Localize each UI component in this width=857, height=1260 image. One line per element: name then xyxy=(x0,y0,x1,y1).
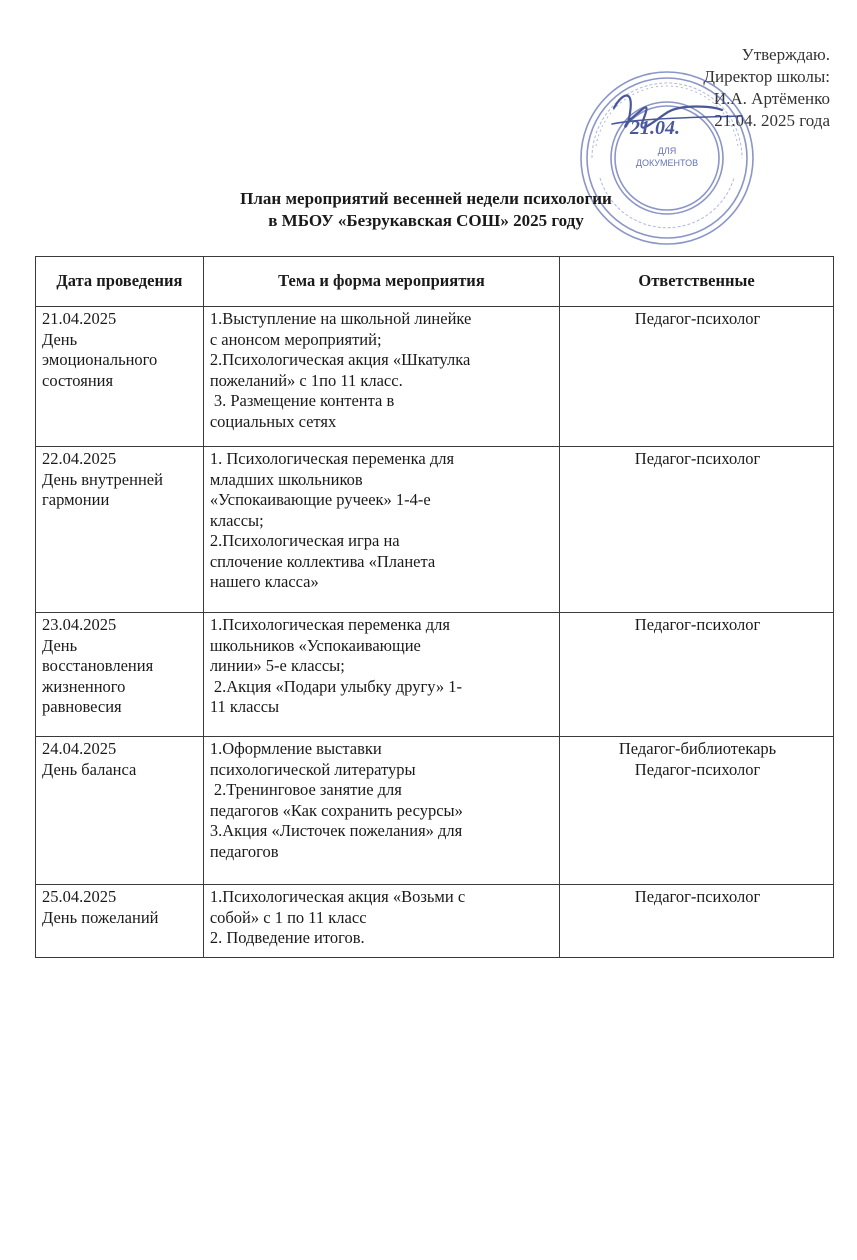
topic-line: 2. Подведение итогов. xyxy=(209,928,365,947)
table-row xyxy=(36,613,834,737)
header-date: Дата проведения xyxy=(36,257,204,307)
date-cell xyxy=(36,613,204,737)
responsible-person: Педагог-психолог xyxy=(634,615,761,634)
topic-line: 1.Оформление выставки xyxy=(209,739,382,758)
day-name-line: равновесия xyxy=(42,697,122,716)
table-row xyxy=(36,447,834,613)
topic-cell xyxy=(203,885,559,958)
topic-line: 2.Тренинговое занятие для xyxy=(213,780,402,799)
topic-line: «Успокаивающие ручеек» 1-4-е xyxy=(209,490,431,509)
topic-line: собой» с 1 по 11 класс xyxy=(209,907,367,927)
topic-line: с анонсом мероприятий; xyxy=(209,329,382,349)
responsible-cell xyxy=(560,885,834,958)
responsible-cell xyxy=(560,447,834,613)
topic-line: младших школьников xyxy=(209,469,363,489)
approval-line-name: И.А. Артёменко xyxy=(713,89,830,108)
header-topic: Тема и форма мероприятия xyxy=(203,257,559,307)
topic-line: нашего класса» xyxy=(209,572,319,591)
date-cell xyxy=(36,737,204,885)
topic-line: 11 классы xyxy=(209,697,280,716)
table-row xyxy=(36,737,834,885)
day-name-line: День баланса xyxy=(42,759,137,779)
responsible-person: Педагог-психолог xyxy=(634,309,761,328)
topic-line: 2.Акция «Подари улыбку другу» 1- xyxy=(213,676,462,696)
day-name-line: жизненного xyxy=(42,676,126,696)
events-plan-table xyxy=(35,256,834,958)
table-row xyxy=(36,307,834,447)
table-row xyxy=(36,885,834,958)
title-line-1: План мероприятий весенней недели психологии xyxy=(240,189,612,208)
day-name-line: эмоционального xyxy=(42,350,158,369)
responsible-cell xyxy=(560,613,834,737)
topic-line: 1.Выступление на школьной линейке xyxy=(209,309,472,328)
topic-line: классы; xyxy=(209,510,264,530)
topic-line: 3.Акция «Листочек пожелания» для xyxy=(209,821,463,840)
stamp-text-2: ДОКУМЕНТОВ xyxy=(635,158,699,168)
topic-line: педагогов «Как сохранить ресурсы» xyxy=(209,800,463,820)
topic-line: 1.Психологическая переменка для xyxy=(209,615,450,634)
event-date: 23.04.2025 xyxy=(42,615,117,634)
topic-line: пожеланий» с 1по 11 класс. xyxy=(209,370,403,390)
topic-line: сплочение коллектива «Планета xyxy=(209,551,436,571)
topic-line: 2.Психологическая игра на xyxy=(209,531,400,550)
day-name-line: День xyxy=(42,329,78,349)
responsible-cell xyxy=(560,737,834,885)
date-cell xyxy=(36,885,204,958)
day-name-line: восстановления xyxy=(42,656,154,675)
responsible-person: Педагог-библиотекарь xyxy=(618,739,777,758)
approval-line-position: Директор школы: xyxy=(703,67,830,86)
day-name-line: День внутренней xyxy=(42,469,163,489)
topic-line: 2.Психологическая акция «Шкатулка xyxy=(209,350,471,369)
topic-cell xyxy=(203,307,559,447)
day-name-line: День xyxy=(42,635,78,655)
responsible-person: Педагог-психолог xyxy=(634,449,761,468)
event-date: 25.04.2025 xyxy=(42,887,117,906)
topic-line: социальных сетях xyxy=(209,411,337,431)
event-date: 24.04.2025 xyxy=(42,739,117,758)
topic-line: линии» 5-е классы; xyxy=(209,656,345,675)
table-header-row xyxy=(36,257,834,307)
topic-line: школьников «Успокаивающие xyxy=(209,635,421,655)
header-responsible: Ответственные xyxy=(560,257,834,307)
date-cell xyxy=(36,307,204,447)
responsible-cell xyxy=(560,307,834,447)
title-line-2: в МБОУ «Безрукавская СОШ» 2025 году xyxy=(268,211,584,230)
document-title xyxy=(0,188,857,232)
day-name-line: гармонии xyxy=(42,490,110,509)
responsible-person: Педагог-психолог xyxy=(634,759,761,779)
stamp-text-1: ДЛЯ xyxy=(657,146,677,156)
topic-cell xyxy=(203,447,559,613)
day-name-line: День пожеланий xyxy=(42,907,159,927)
topic-line: 3. Размещение контента в xyxy=(213,391,395,410)
date-cell xyxy=(36,447,204,613)
signature-date: 21.04. xyxy=(630,117,680,139)
day-name-line: состояния xyxy=(42,370,114,390)
topic-line: педагогов xyxy=(209,841,279,861)
event-date: 22.04.2025 xyxy=(42,449,117,468)
topic-line: психологической литературы xyxy=(209,759,416,779)
approval-line-approve: Утверждаю. xyxy=(741,45,830,64)
approval-line-date: 21.04. 2025 года xyxy=(714,111,830,130)
topic-cell xyxy=(203,613,559,737)
topic-line: 1. Психологическая переменка для xyxy=(209,449,455,468)
event-date: 21.04.2025 xyxy=(42,309,117,328)
topic-line: 1.Психологическая акция «Возьми с xyxy=(209,887,466,906)
responsible-person: Педагог-психолог xyxy=(634,887,761,906)
topic-cell xyxy=(203,737,559,885)
